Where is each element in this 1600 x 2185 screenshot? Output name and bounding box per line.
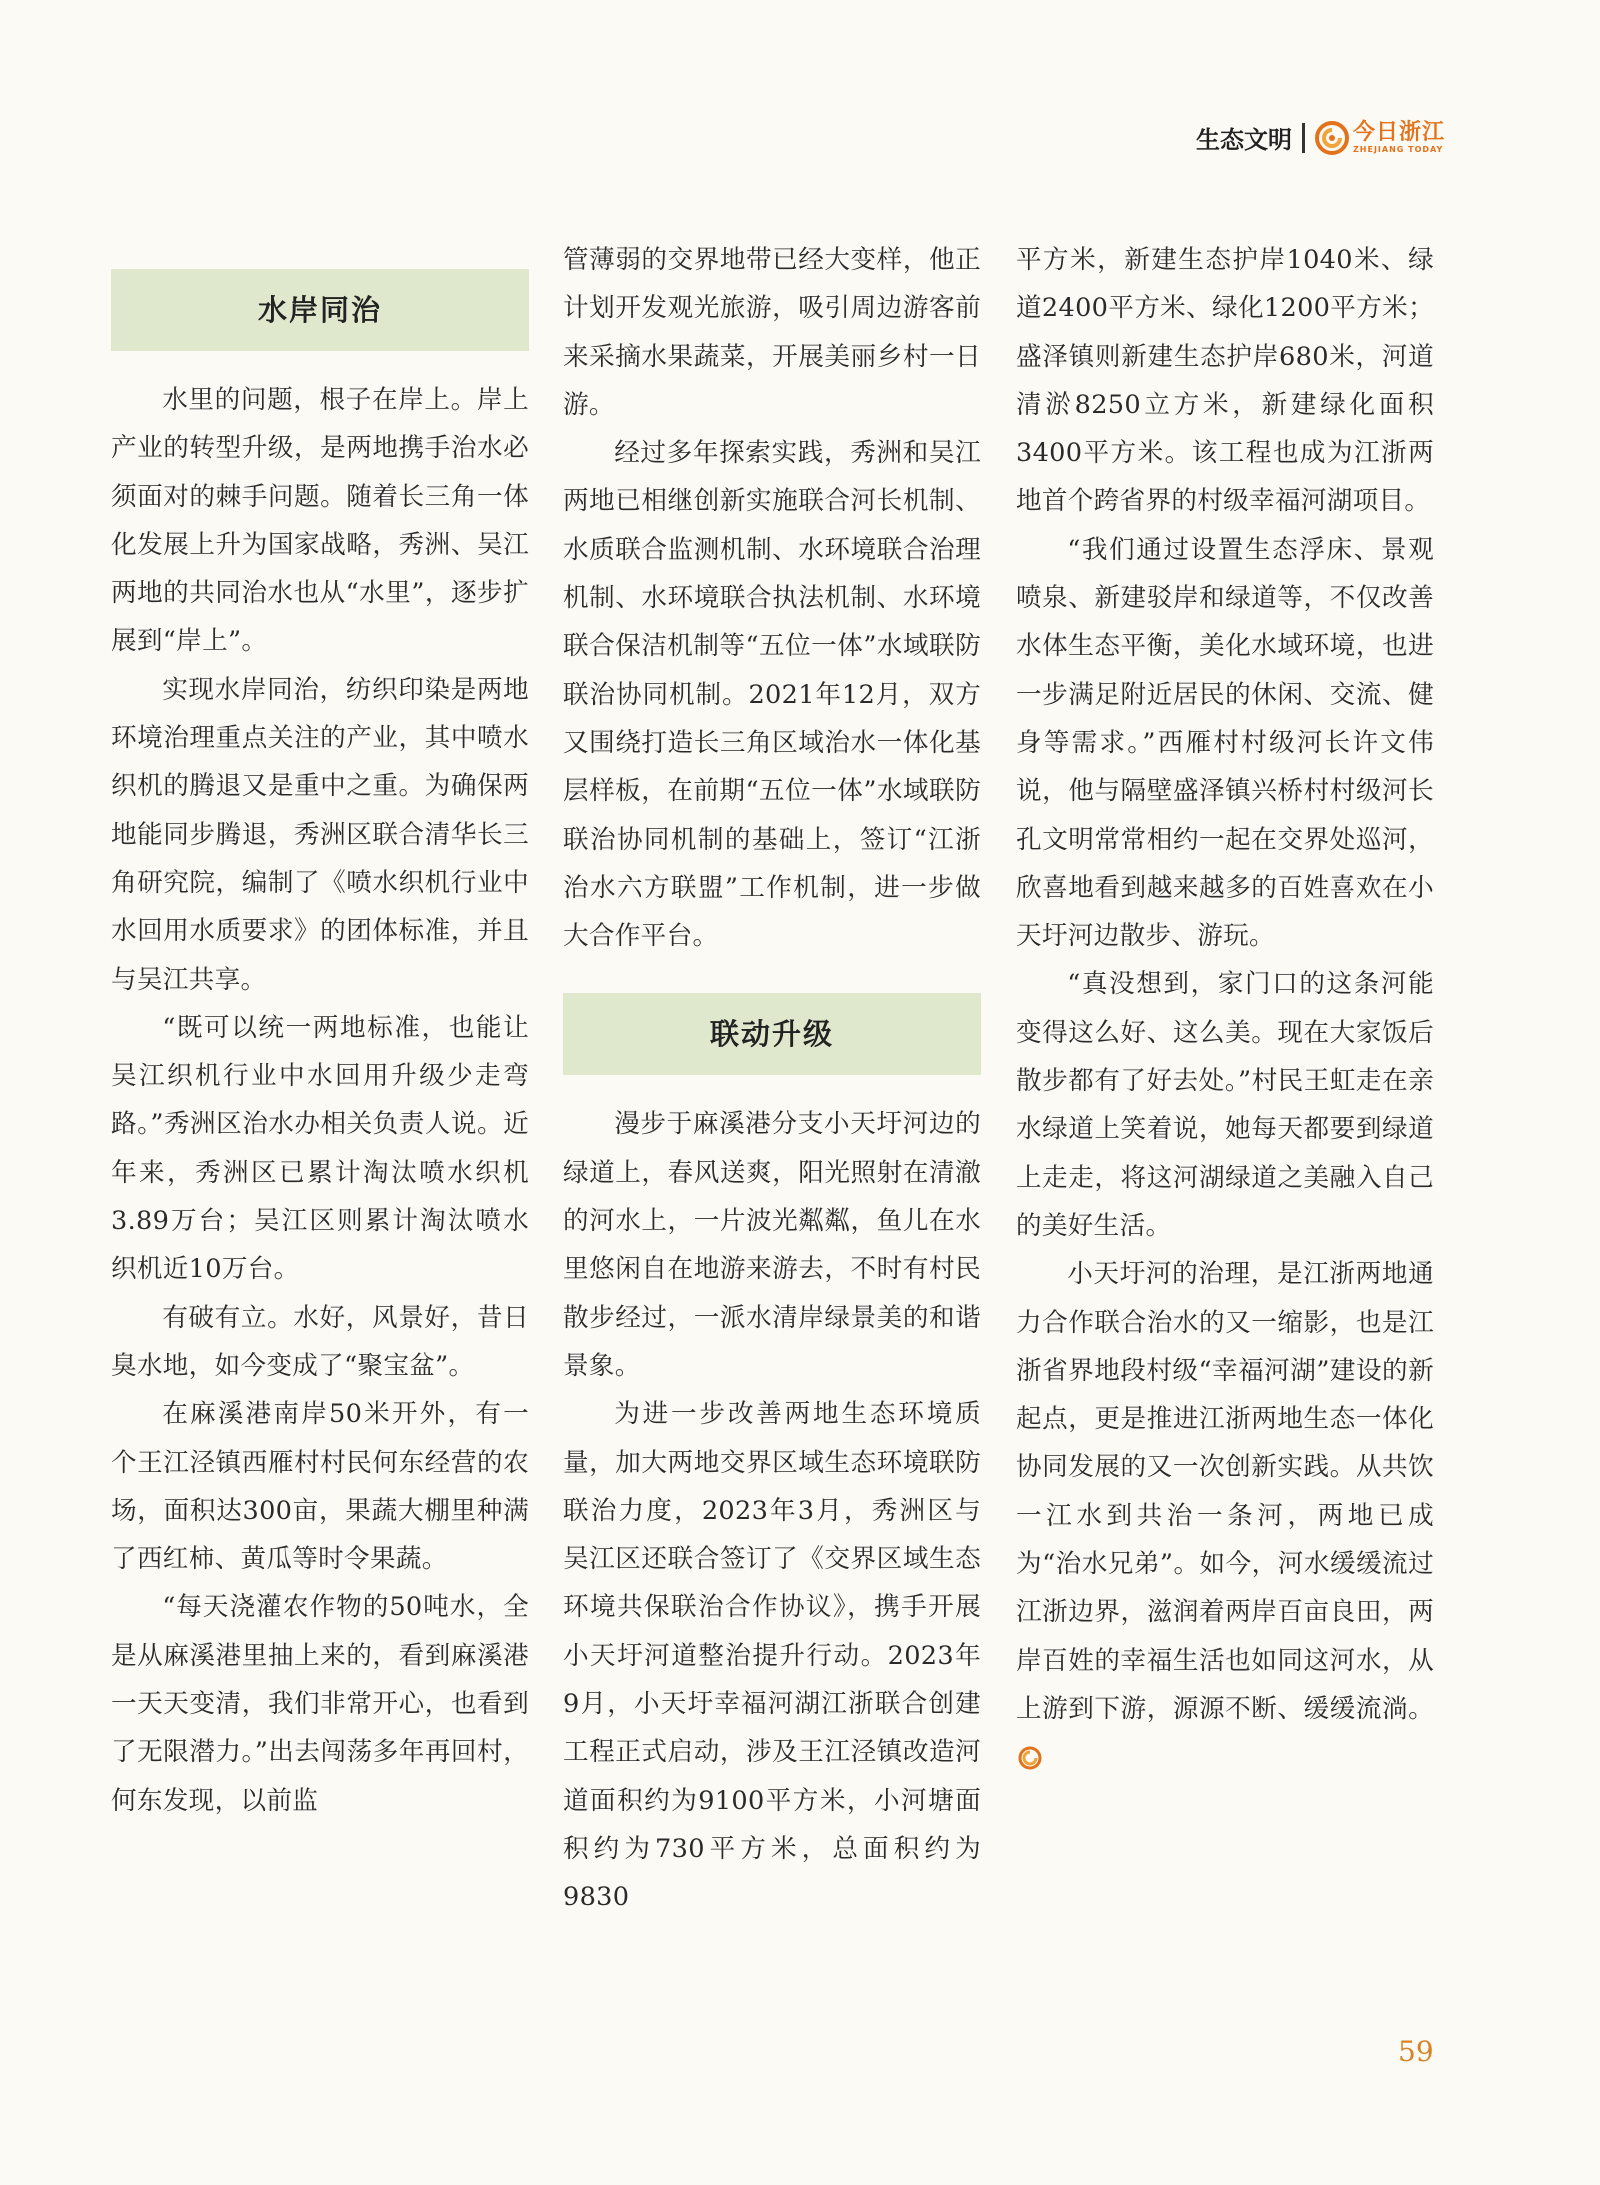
paragraph: 经过多年探索实践，秀洲和吴江两地已相继创新实施联合河长机制、水质联合监测机制、水环境联合治理机制、水环境联合执法机制、水环境联合保洁机制等“五位一体”水域联防联治协同机制。2021年12月，双方又围绕打造长三角区域治水一体化基层样板，在前期“五位一体”水域联防联治协同机制的基础上，签订“江浙治水六方联盟”工作机制，进一步做大合作平台。 [563, 438, 981, 952]
paragraph: 水里的问题，根子在岸上。岸上产业的转型升级，是两地携手治水必须面对的棘手问题。随着长三角一体化发展上升为国家战略，秀洲、吴江两地的共同治水也从“水里”，逐步扩展到“岸上”。 [111, 385, 529, 657]
paragraph: “既可以统一两地标准，也能让吴江织机行业中水回用升级少走弯路。”秀洲区治水办相关负责人说。近年来，秀洲区已累计淘汰喷水织机3.89万台；吴江区则累计淘汰喷水织机近10万台。 [111, 1012, 529, 1285]
article-column-3 [1016, 236, 1434, 1782]
section-heading: 水岸同治 [111, 269, 529, 351]
paragraph-text: 小天圩河的治理，是江浙两地通力合作联合治水的又一缩影，也是江浙省界地段村级“幸福河湖”建设的新起点，更是推进江浙两地生态一体化协同发展的又一次创新实践。从共饮一江水到共治一条河，两地已成为“治水兄弟”。如今，河水缓缓流过江浙边界，滋润着两岸百亩良田，两岸百姓的幸福生活也如同这河水，从上游到下游，源源不断、缓缓流淌。 [1016, 1259, 1434, 1724]
paragraph: 为进一步改善两地生态环境质量，加大两地交界区域生态环境联防联治力度，2023年3月，秀洲区与吴江区还联合签订了《交界区域生态环境共保联治合作协议》，携手开展小天圩河道整治提升行动。2023年9月，小天圩幸福河湖江浙联合创建工程正式启动，涉及王江泾镇改造河道面积约为9100平方米，小河塘面积约为730平方米，总面积约为9830 [563, 1399, 981, 1913]
end-mark-icon [1018, 1746, 1042, 1770]
article-column-2 [563, 236, 981, 1922]
paragraph: 在麻溪港南岸50米开外，有一个王江泾镇西雁村村民何东经营的农场，面积达300亩，果蔬大棚里种满了西红柿、黄瓜等时令果蔬。 [111, 1399, 529, 1575]
paragraph-last [1016, 1250, 1434, 1781]
paragraph: 漫步于麻溪港分支小天圩河边的绿道上，春风送爽，阳光照射在清澈的河水上，一片波光粼粼，鱼儿在水里悠闲自在地游来游去，不时有村民散步经过，一派水清岸绿景美的和谐景象。 [563, 1109, 981, 1381]
brand-name: 今日浙江 [1352, 119, 1445, 145]
page-number: 59 [1398, 2035, 1434, 2068]
page-header [1196, 120, 1445, 155]
paragraph: 有破有立。水好，风景好，昔日臭水地，如今变成了“聚宝盆”。 [111, 1302, 529, 1381]
paragraph: “真没想到，家门口的这条河能变得这么好、这么美。现在大家饭后散步都有了好去处。”村民王虹走在亲水绿道上笑着说，她每天都要到绿道上走走，将这河湖绿道之美融入自己的美好生活。 [1016, 969, 1434, 1241]
paragraph: 实现水岸同治，纺织印染是两地环境治理重点关注的产业，其中喷水织机的腾退又是重中之重。为确保两地能同步腾退，秀洲区联合清华长三角研究院，编制了《喷水织机行业中水回用水质要求》的团体标准，并且与吴江共享。 [111, 674, 529, 995]
paragraph: 管薄弱的交界地带已经大变样，他正计划开发观光旅游，吸引周边游客前来采摘水果蔬菜，开展美丽乡村一日游。 [563, 245, 981, 420]
article-column-1 [111, 236, 529, 1825]
section-heading: 联动升级 [563, 993, 981, 1075]
section-label: 生态文明 [1195, 126, 1292, 154]
swirl-logo-icon [1315, 121, 1349, 155]
header-divider [1302, 123, 1305, 153]
paragraph: “我们通过设置生态浮床、景观喷泉、新建驳岸和绿道等，不仅改善水体生态平衡，美化水域环境，也进一步满足附近居民的休闲、交流、健身等需求。”西雁村村级河长许文伟说，他与隔壁盛泽镇兴桥村村级河长孔文明常常相约一起在交界处巡河，欣喜地看到越来越多的百姓喜欢在小天圩河边散步、游玩。 [1016, 534, 1434, 952]
paragraph: “每天浇灌农作物的50吨水，全是从麻溪港里抽上来的，看到麻溪港一天天变清，我们非常开心，也看到了无限潜力。”出去闯荡多年再回村，何东发现，以前监 [111, 1592, 529, 1816]
paragraph: 平方米，新建生态护岸1040米、绿道2400平方米、绿化1200平方米；盛泽镇则新建生态护岸680米，河道清淤8250立方米，新建绿化面积3400平方米。该工程也成为江浙两地首个跨省界的村级幸福河湖项目。 [1016, 245, 1434, 517]
magazine-logo [1315, 121, 1445, 155]
brand-name-en: ZHEJIANG TODAY [1352, 144, 1444, 154]
